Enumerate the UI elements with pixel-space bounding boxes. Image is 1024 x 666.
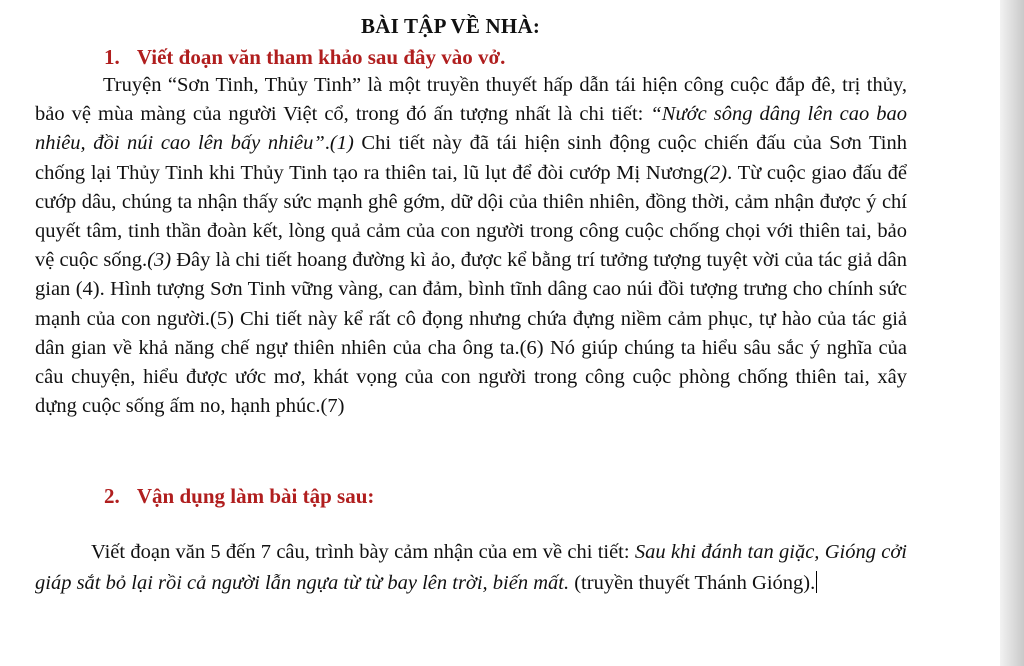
sentence-marker: (2) <box>703 161 728 184</box>
quoted-detail: “Nước sông dâng lên cao bao nhiêu, đồi núi cao lên bấy nhiêu” <box>35 103 907 155</box>
exercise-2-heading <box>104 484 374 509</box>
exercise-1-title: Viết đoạn văn tham khảo sau đây vào vở. <box>136 45 506 69</box>
sentence-marker: (3) <box>147 249 172 272</box>
text-cursor <box>816 571 817 593</box>
paragraph-text: Truyện “Sơn Tinh, Thủy Tinh” là một truyền thuyết hấp dẫn tái hiện công cuộc đắp đê, trị thủy, bảo vệ mùa màng của người Việt cổ, trong đó ấn tượng nhất là chi tiết: <box>35 74 907 126</box>
exercise-2-number: 2. <box>104 484 120 508</box>
paragraph-text: . Từ cuộc giao đấu để cướp dâu, chúng ta nhận thấy sức mạnh ghê gớm, dữ dội của thiên nhiên, đồng thời, cảm nhận được ý chí quyết tâm, tinh thần đoàn kết, lòng quả cảm của con người trong công cuộc chống chọi với thiên tai, bảo vệ cuộc sống. <box>35 161 907 272</box>
prompt-text: Viết đoạn văn 5 đến 7 câu, trình bày cảm nhận của em về chi tiết: <box>91 541 635 563</box>
prompt-source: (truyền thuyết Thánh Gióng). <box>569 572 816 594</box>
exercise-prompt-paragraph[interactable] <box>35 537 907 599</box>
window-edge-shadow <box>1000 0 1024 666</box>
exercise-1-number: 1. <box>104 45 120 69</box>
sentence-marker: (1) <box>329 132 354 155</box>
paragraph-text: Chi tiết này đã tái hiện sinh động cuộc chiến đấu của Sơn Tinh chống lại Thủy Tinh khi Thủy Tinh tạo ra thiên tai, lũ lụt để đòi cướp Mị Nương <box>35 132 908 184</box>
paragraph-text: Đây là chi tiết hoang đường kì ảo, được kể bằng trí tưởng tượng tuyệt vời của tác giả dân gian (4). Hình tượng Sơn Tinh vững vàng, can đảm, bình tĩnh dâng cao núi đồi tượng trưng cho chính sức mạnh của con người.(5) Chi tiết này kể rất cô đọng nhưng chứa đựng niềm cảm phục, tự hào của tác giả dân gian về khả năng chế ngự thiên nhiên của cha ông ta.(6) Nó giúp chúng ta hiểu sâu sắc ý nghĩa của câu chuyện, hiểu được ước mơ, khát vọng của con người trong công cuộc phòng chống thiên tai, xây dựng cuộc sống ấm no, hạnh phúc.(7) <box>35 249 908 418</box>
exercise-2-title: Vận dụng làm bài tập sau: <box>136 484 375 508</box>
paragraph-text: . <box>324 132 330 155</box>
prompt-italic-detail: Sau khi đánh tan giặc, Gióng cởi giáp sắt bỏ lại rồi cả người lẫn ngựa từ từ bay lên trời, biến mất. <box>35 541 907 594</box>
page-heading: BÀI TẬP VỀ NHÀ: <box>361 14 541 38</box>
reference-paragraph <box>35 71 907 421</box>
exercise-1-heading <box>104 45 505 70</box>
